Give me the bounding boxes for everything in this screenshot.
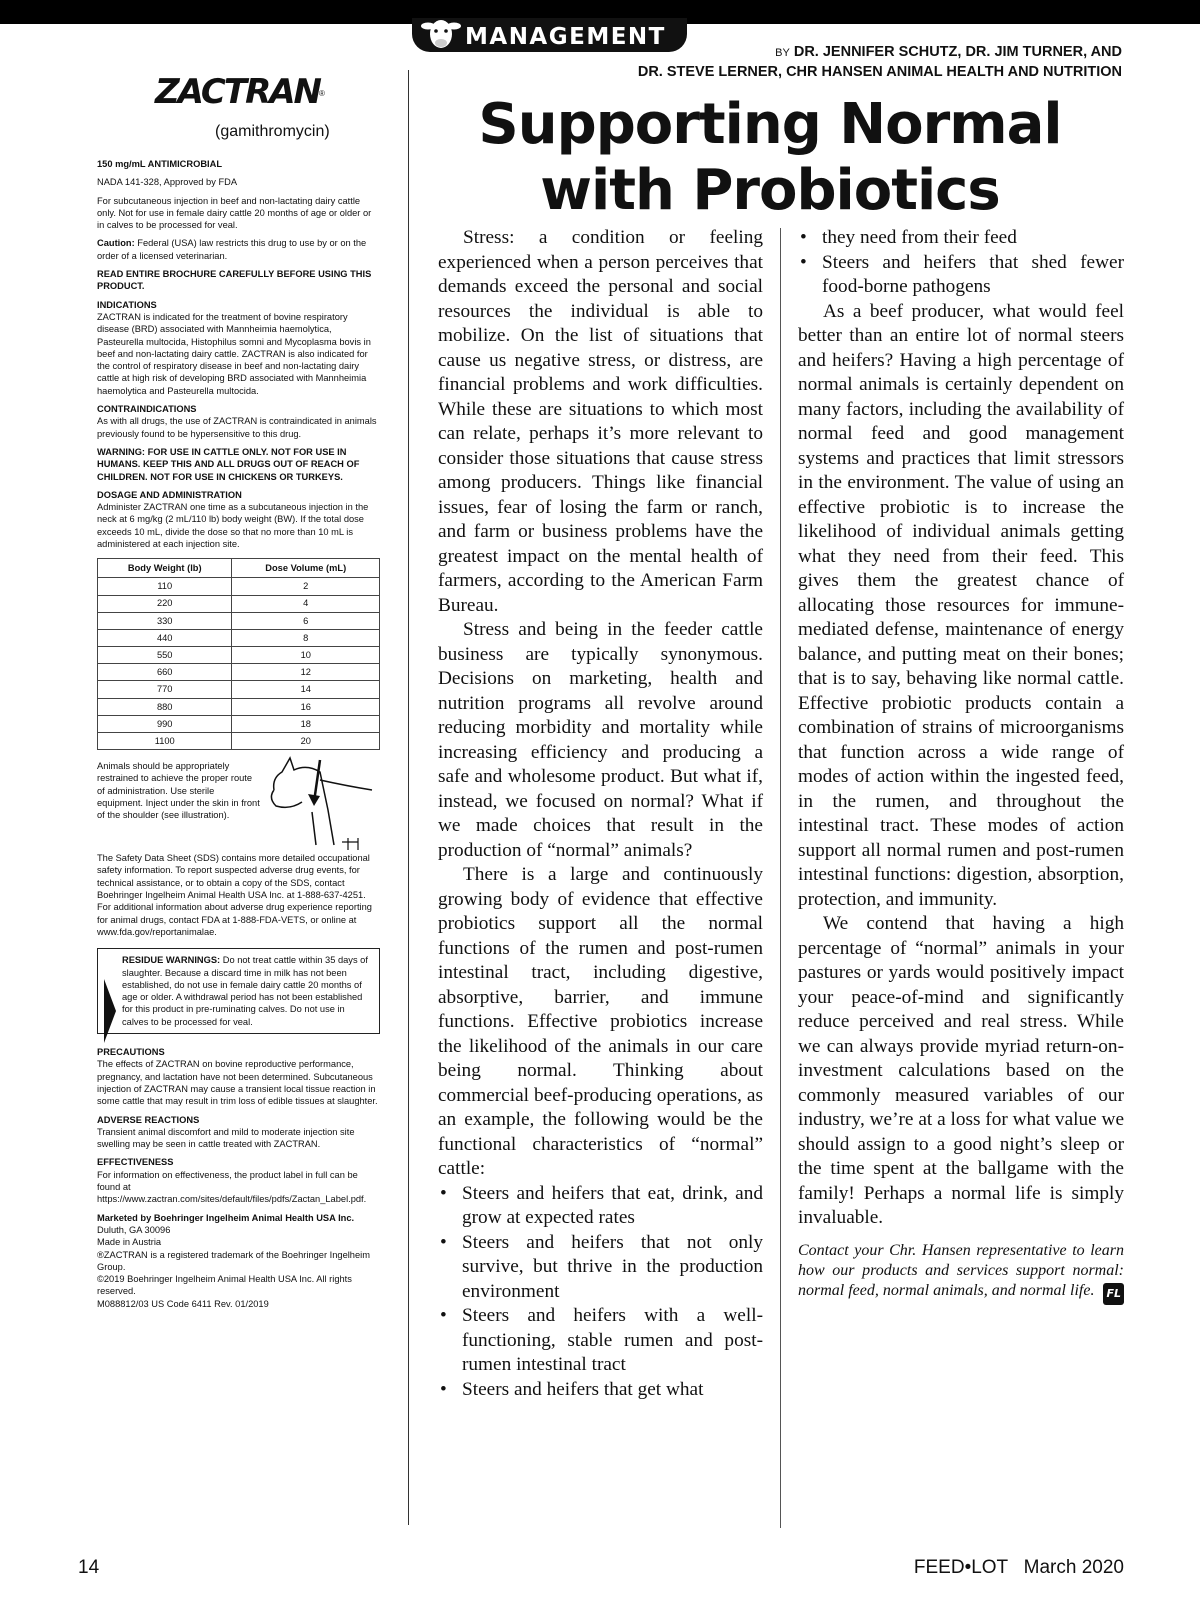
brand-name: ZACTRAN <box>155 72 321 112</box>
strength: 150 mg/mL ANTIMICROBIAL <box>97 159 223 169</box>
table-header: Body Weight (lb) <box>98 559 232 578</box>
authors-line-2: DR. STEVE LERNER, CHR HANSEN ANIMAL HEALTH AND NUTRITION <box>637 64 1122 80</box>
warning: WARNING: FOR USE IN CATTLE ONLY. NOT FOR USE IN HUMANS. KEEP THIS AND ALL DRUGS OUT OF REACH OF CHILDREN. NOT FOR USE IN CHICKENS OR TURKEYS. <box>97 446 360 482</box>
registered-mark: ® <box>319 89 325 98</box>
table-row: 770 14 <box>98 681 380 698</box>
indications: ZACTRAN is indicated for the treatment of bovine respiratory disease (BRD) associated with Mannheimia haemolytica, Pasteurella multocida, Histophilus somni and Mycoplasma bovis in beef and non-lactating dairy cattle. ZACTRAN is also indicated for the control of respiratory disease in beef and non-lactating dairy cattle at high risk of developing BRD associated with Mannheimia haemolytica and Pasteurella multocida. <box>97 311 371 396</box>
nada: NADA 141-328, Approved by FDA <box>97 177 238 188</box>
cattle-injection-illustration <box>262 750 377 850</box>
paragraph-3: There is a large and continuously growing body of evidence that effective probiotics support all the normal functions of the rumen and post-rumen intestinal tract, including digestive, absorptive, barrier, and immune functions. Effective probiotics increase the likelihood of the animals in our care being normal. Thinking about commercial beef-producing operations, as an example, the following would be the functional characteristics of “normal” cattle: <box>438 864 763 1179</box>
table-row: 330 6 <box>98 612 380 629</box>
marketed-by: Marketed by Boehringer Ingelheim Animal Health USA Inc. <box>97 1212 355 1223</box>
list-item: • Steers and heifers that get what <box>462 1378 763 1403</box>
end-badge: FL <box>1103 1283 1124 1305</box>
table-row: 880 16 <box>98 698 380 715</box>
dose-table <box>97 558 380 750</box>
list-item: • Steers and heifers that eat, drink, and grow at expected rates <box>462 1182 763 1231</box>
usage: For subcutaneous injection in beef and non-lactating dairy cattle only. Not for use in female dairy cattle 20 months of age or older or in calves to be processed for veal. <box>97 195 372 231</box>
sds-info: The Safety Data Sheet (SDS) contains more detailed occupational safety information. To report suspected adverse drug events, for technical assistance, or to obtain a copy of the SDS, contact Boehringer Ingelheim Animal Health USA Inc. at 1-888-637-4251. For additional information about adverse drug experience reporting for animal drugs, contact FDA at 1-888-FDA-VETS, or online at www.fda.gov/reportanimalae. <box>97 853 372 937</box>
list-item-continued: • they need from their feed <box>822 226 1124 251</box>
by-label: BY <box>775 47 790 59</box>
article-column-1 <box>438 226 763 1402</box>
generic-name: (gamithromycin) <box>215 123 330 140</box>
indications-heading: INDICATIONS <box>97 299 157 310</box>
paragraph-4: As a beef producer, what would feel better than an entire lot of normal steers and heifers? Having a high percentage of normal animals is certainly dependent on many factors, including the availability of normal feed and good management systems and practices that limit stressors in the environment. The value of using an effective probiotic is to increase the likelihood of individual animals getting what they need from their feed. This gives them the greatest chance of allocating those resources for immune-mediated defense, maintenance of energy balance, and putting meat on their bones; that is to say, behaving like normal cattle. Effective probiotic products contain a combination of strains of microorganisms that function across a wide range of modes of action within the ingested feed, in the rumen, and throughout the intestinal tract. These modes of action support all normal rumen and post-rumen intestinal functions: digestion, absorption, protection, and immunity. <box>798 300 1124 910</box>
characteristics-list <box>438 1182 763 1403</box>
table-row: 220 4 <box>98 595 380 612</box>
read-brochure: READ ENTIRE BROCHURE CAREFULLY BEFORE USING THIS PRODUCT. <box>97 269 372 292</box>
precautions: The effects of ZACTRAN on bovine reproductive performance, pregnancy, and lactation have not been determined. Subcutaneous injection of ZACTRAN may cause a transient local tissue reaction in some cattle that may result in trim loss of edible tissues at slaughter. <box>97 1059 378 1107</box>
paragraph-1: Stress: a condition or feeling experienced when a person perceives that demands exceed the personal and social resources the individual is able to mobilize. On the list of situations that cause us negative stress, or distress, are financial problems and work difficulties. While these are situations to which most can relate, perhaps it’s more relevant to consider those situations that cause stress among producers. Things like financial issues, fear of losing the farm or ranch, and farm or business problems have the greatest impact on the mental health of farmers, according to the American Farm Bureau. <box>438 227 763 616</box>
contra-heading: CONTRAINDICATIONS <box>97 404 197 415</box>
byline <box>638 43 1122 82</box>
article-column-2 <box>798 226 1124 1305</box>
trademark-note: ®ZACTRAN is a registered trademark of the Boehringer Ingelheim Group. <box>97 1249 370 1272</box>
list-item: • Steers and heifers with a well-functioning, stable rumen and post-rumen intestinal tract <box>462 1304 763 1378</box>
paragraph-5: We contend that having a high percentage of “normal” animals in your pastures or yards would positively impact your peace-of-mind and significantly reduce perceived and real stress. While we can always provide myriad return-on-investment calculations based on the commonly measured variables of our industry, we’re at a loss for what value we should assign to a good night’s sleep or the time spent at the ballgame with the family! Perhaps a normal life is simply invaluable. <box>798 913 1124 1228</box>
dosage: Administer ZACTRAN one time as a subcutaneous injection in the neck at 6 mg/kg (2 mL/110 lb) body weight (BW). If the total dose exceeds 10 mL, divide the dose so that no more than 10 mL is administered at each injection site. <box>97 502 369 550</box>
column-divider <box>780 228 781 1528</box>
section-label: MANAGEMENT <box>465 24 666 50</box>
table-row: 1100 20 <box>98 733 380 750</box>
injection-section <box>97 760 380 852</box>
table-row: 110 2 <box>98 578 380 595</box>
zactran-ad <box>97 72 380 1310</box>
precautions-heading: PRECAUTIONS <box>97 1047 165 1058</box>
adverse-heading: ADVERSE REACTIONS <box>97 1114 200 1125</box>
residue-warning-box: RESIDUE WARNINGS: Do not treat cattle within 35 days of slaughter. Because a discard time in milk has not been established, do not use in female dairy cattle 20 months of age or older. A withdrawal period has not been established for this product in pre-ruminating calves. Do not use in calves to be processed for veal. <box>97 948 380 1034</box>
table-row: 440 8 <box>98 629 380 646</box>
title-line-2: with Probiotics <box>540 158 1000 223</box>
adverse-reactions: Transient animal discomfort and mild to moderate injection site swelling may be seen in cattle treated with ZACTRAN. <box>97 1126 355 1150</box>
dosage-heading: DOSAGE AND ADMINISTRATION <box>97 489 242 500</box>
magazine-footer: FEED•LOT March 2020 <box>913 1557 1124 1578</box>
effectiveness: For information on effectiveness, the product label in full can be found at https://www.zactran.com/sites/default/files/pdfs/Zactan_Label.pdf. <box>97 1169 367 1205</box>
paragraph-2: Stress and being in the feeder cattle business are typically synonymous. Decisions on marketing, health and nutrition programs all revolve around reducing morbidity and mortality while increasing efficiency and producing a safe and wholesome product. But what if, instead, we focused on normal? What if we made choices that result in the production of “normal” animals? <box>438 619 763 861</box>
address-line-1: Duluth, GA 30096 <box>97 1224 171 1235</box>
table-row: 660 12 <box>98 664 380 681</box>
effectiveness-heading: EFFECTIVENESS <box>97 1157 174 1168</box>
contact-note: Contact your Chr. Hansen representative to learn how our products and services support normal: normal feed, normal animals, and normal life. FL <box>798 1241 1124 1301</box>
authors-line-1: DR. JENNIFER SCHUTZ, DR. JIM TURNER, AND <box>793 44 1122 60</box>
product-code: M088812/03 US Code 6411 Rev. 01/2019 <box>97 1298 269 1309</box>
table-row: 990 18 <box>98 715 380 732</box>
ad-divider <box>408 70 409 1525</box>
contraindications: As with all drugs, the use of ZACTRAN is contraindicated in animals previously found to be hypersensitive to this drug. <box>97 416 377 439</box>
characteristics-list-cont <box>798 226 1124 300</box>
address-line-2: Made in Austria <box>97 1237 162 1248</box>
list-item: • Steers and heifers that shed fewer food-borne pathogens <box>822 251 1124 300</box>
injection-text: Animals should be appropriately restrained to achieve the proper route of administration. Use sterile equipment. Inject under the skin in front of the shoulder (see illustration). <box>97 761 260 821</box>
list-item: • Steers and heifers that not only survive, but thrive in the production environment <box>462 1231 763 1305</box>
caution: Caution: Federal (USA) law restricts this drug to use by or on the order of a licensed veterinarian. <box>97 238 367 261</box>
cow-head-icon <box>420 14 462 52</box>
table-header: Dose Volume (mL) <box>232 559 380 578</box>
brand-logo <box>97 72 380 158</box>
page-number: 14 <box>78 1557 100 1578</box>
table-row: 550 10 <box>98 647 380 664</box>
title-line-1: Supporting Normal <box>478 92 1062 157</box>
copyright-note: ©2019 Boehringer Ingelheim Animal Health USA Inc. All rights reserved. <box>97 1274 352 1297</box>
article-title <box>415 92 1125 224</box>
